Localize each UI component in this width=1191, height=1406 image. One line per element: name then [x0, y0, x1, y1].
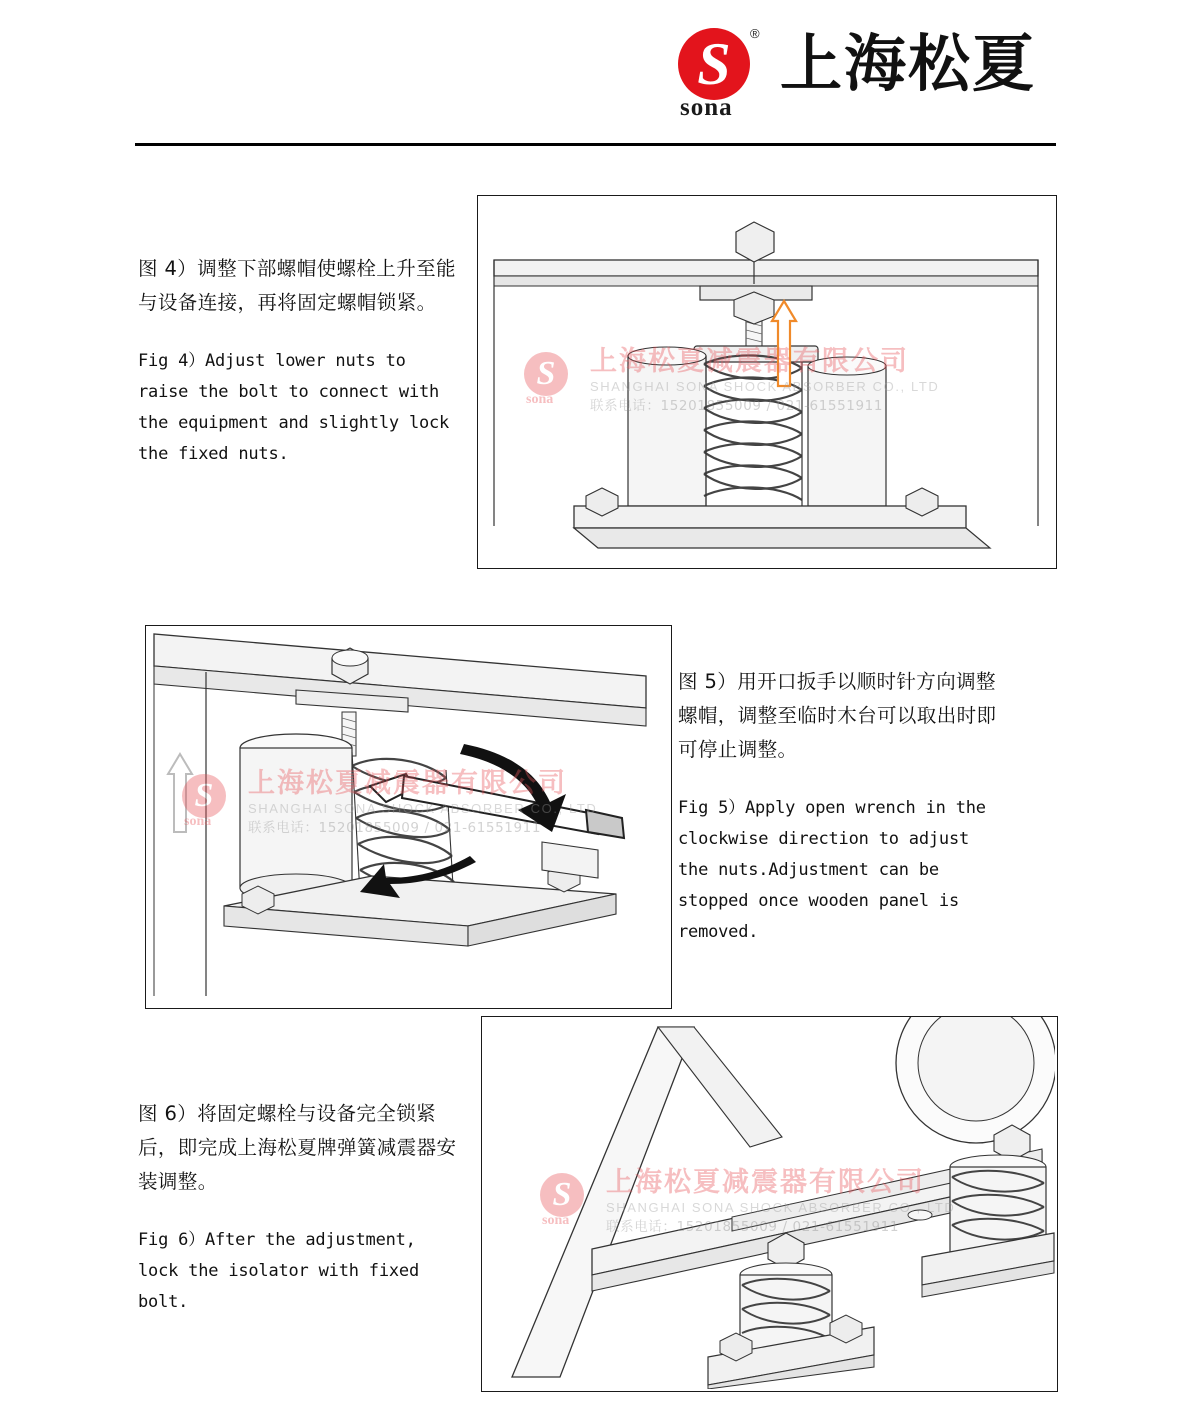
open-wrench-icon: [370, 774, 624, 838]
watermark-letter: S: [552, 1176, 572, 1213]
fig6-image: [481, 1016, 1058, 1392]
watermark-line2: SHANGHAI SONA SHOCK ABSORBER CO., LTD: [590, 379, 940, 394]
watermark-sona: sona: [526, 392, 554, 407]
watermark-letter: S: [536, 355, 556, 392]
sona-logo-icon: [674, 24, 766, 121]
watermark-line3: 联系电话：15201855009 / 021-61551911: [606, 1219, 900, 1235]
fig4-caption: [138, 252, 463, 470]
watermark-line1: 上海松夏减震器有限公司: [606, 1167, 925, 1198]
fig6-caption-en: Fig 6）After the adjustment, lock the isolator with fixed bolt.: [138, 1230, 419, 1312]
fig5-image: [145, 625, 672, 1009]
page-header: [0, 24, 1191, 124]
watermark-letter: S: [194, 777, 214, 814]
fig5-caption-cn: 图 5）用开口扳手以顺时针方向调整螺帽，调整至临时木台可以取出时即可停止调整。: [678, 670, 997, 761]
fig6-caption: [138, 1097, 463, 1318]
fig5-caption-en: Fig 5）Apply open wrench in the clockwise direction to adjust the nuts.Adjustment can be stopped once wooden panel is removed.: [678, 798, 986, 942]
spring-isolator-diagram-6: [482, 1017, 1055, 1389]
watermark-line2: SHANGHAI SONA SHOCK ABSORBER CO., LTD: [248, 801, 598, 816]
logo-wordmark: sona: [679, 94, 733, 121]
watermark-sona: sona: [542, 1213, 570, 1228]
watermark-line1: 上海松夏减震器有限公司: [248, 768, 567, 799]
fig4-image: [477, 195, 1057, 569]
fig4-drawing: [478, 196, 1056, 568]
watermark-line1: 上海松夏减震器有限公司: [590, 346, 909, 377]
logo-letter: S: [697, 31, 731, 97]
fig4-caption-en: Fig 4）Adjust lower nuts to raise the bolt to connect with the equipment and slightly lock the fixed nuts.: [138, 351, 450, 464]
fig6-drawing: [482, 1017, 1057, 1391]
logo-chinese-name: 上海松夏: [779, 27, 1036, 100]
registered-trademark-icon: ®: [749, 26, 760, 41]
watermark-line2: SHANGHAI SONA SHOCK ABSORBER CO., LTD: [606, 1200, 956, 1215]
spring-isolator-diagram-4: [478, 196, 1054, 566]
watermark-line3: 联系电话：15201855009 / 021-61551911: [248, 820, 542, 836]
fig5-caption: [678, 665, 1008, 948]
spring-isolator-diagram-5: [146, 626, 669, 1006]
company-logo: [674, 24, 1036, 121]
fig4-caption-cn: 图 4）调整下部螺帽使螺栓上升至能与设备连接，再将固定螺帽锁紧。: [138, 257, 456, 314]
fig5-drawing: [146, 626, 671, 1008]
watermark-sona: sona: [184, 814, 212, 829]
rotation-arrow-icon: [360, 744, 566, 898]
header-divider: [135, 143, 1056, 146]
fig6-caption-cn: 图 6）将固定螺栓与设备完全锁紧后，即完成上海松夏牌弹簧减震器安 装调整。: [138, 1102, 457, 1193]
up-arrow-outline-icon: [168, 754, 192, 832]
watermark-line3: 联系电话：15201855009 / 021-61551911: [590, 398, 884, 414]
